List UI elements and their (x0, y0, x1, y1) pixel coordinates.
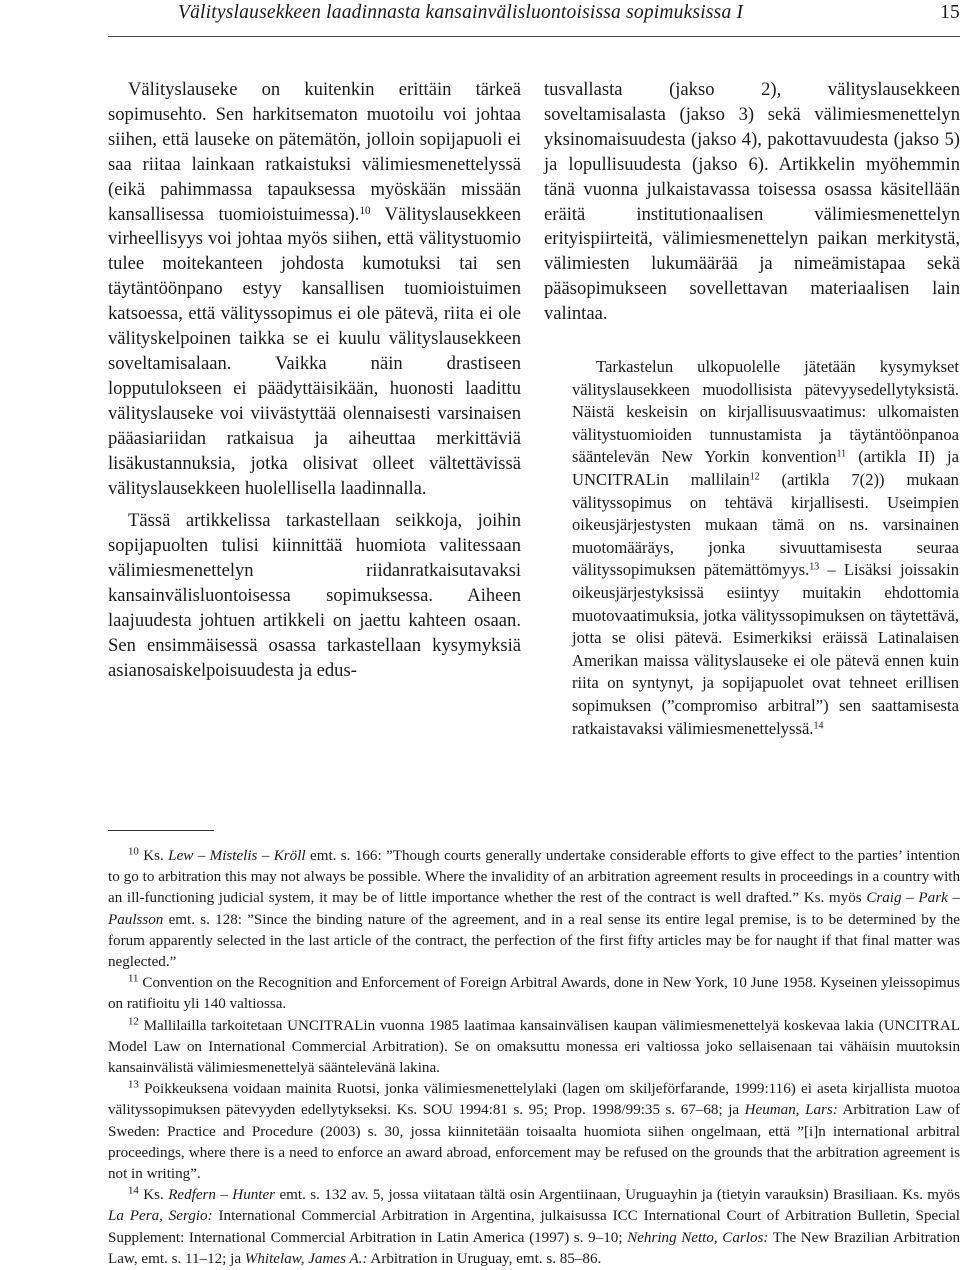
aside-paragraph: Tarkastelun ulkopuolelle jätetään kysymykset välityslausekkeen muodollisista pätevyysedellytyksistä. Näistä keskeisin on kirjallisuusvaatimus: ulkomaisten välitystuomioiden tunnustamista ja täytäntöönpanoa sääntelevän New Yorkin konvention$^{11}$ (artikla II) ja UNCITRALin mallilain$^{12}$ (artikla 7(2)) mukaan välityssopimus on tehtävä kirjallisesti. Useimpien oikeusjärjestysten mukaan tämä on ns. varsinainen muotomääräys, jonka sivuuttamisesta seuraa välityssopimuksen pätemättömyys.$^{13}$ – Lisäksi joissakin oikeusjärjestyksissä esiintyy muitakin ehdottomia muotovaatimuksia, jotka välityssopimuksen on täytettävä, jotta se olisi pätevä. Esimerkiksi eräissä Latinalaisen Amerikan maissa välityslauseke ei ole pätevä ennen kuin riita on syntynyt, ja sopijapuolet ovat tehneet erillisen sopimuksen (”compromiso arbitral”) sen saattamisesta ratkaistavaksi välimiesmenettelyssä.$^{14}$ (572, 357, 959, 738)
right-paragraph-1: tusvallasta (jakso 2), välityslausekkeen soveltamisalasta (jakso 3) sekä välimiesmenettelyn yksinomaisuudesta (jakso 4), pakottavuudesta (jakso 5) ja lopullisuudesta (jakso 6). Artikkelin myöhemmin tänä vuonna julkaistavassa toisessa osassa käsitellään eräitä institutionaalisen välimiesmenettelyn erityispiirteitä, välimiesmenettelyn paikan merkitystä, välimiesten lukumäärää ja nimeämistapaa sekä pääsopimukseen sovellettavan materiaalisen lain valintaa. (544, 79, 960, 325)
left-paragraph-1: Välityslauseke on kuitenkin erittäin tärkeä sopimusehto. Sen harkitsematon muotoilu voi johtaa siihen, että lauseke on pätemätön, jolloin sopijapuoli ei saa riitaa lainkaan ratkaistuksi välimiesmenettelyssä (eikä pahimmassa tapauksessa myöskään missään kansallisessa tuomioistuimessa).$^{10}$ Välityslausekkeen virheellisyys voi johtaa myös siihen, että välitystuomio tulee moitekanteen johdosta kumotuksi tai sen täytäntöönpano estyy kansallisen tuomioistuimen katsoessa, että välityssopimus ei ole pätevä, riita ei ole välityskelpoinen taikka se ei kuulu välityslausekkeen soveltamisalaan. Vaikka näin drastiseen lopputulokseen ei päädyttäisikään, huonosti laadittu välityslauseke voi viivästyttää olennaisesti varsinaisen pääasiariidan ratkaisua ja aiheuttaa merkittäviä lisäkustannuksia, jotka olisivat olleet vältettävissä välityslausekkeen huolellisella laadinnalla. (108, 79, 521, 499)
left-paragraph-2: Tässä artikkelissa tarkastellaan seikkoja, joihin sopijapuolten tulisi kiinnittää huomiota valitessaan välimiesmenettelyn riidanratkaisutavaksi kansainvälisluontoisessa sopimuksessa. Aiheen laajuudesta johtuen artikkeli on jaettu kahteen osaan. Sen ensimmäisessä osassa tarkastellaan kysymyksiä asianosaiskelpoisuudesta ja edus- (108, 510, 521, 681)
footnotes (108, 846, 960, 1270)
footnote-ref-14[interactable]: 14 (813, 720, 824, 732)
footnote-11: $^{11}$ Convention on the Recognition and Enforcement of Foreign Arbitral Awards, done in New York, 10 June 1958. Kyseinen yleissopimus on ratifioitu yli 140 valtiossa. (108, 972, 960, 1013)
left-column (108, 78, 521, 684)
footnote-14: $^{14}$ Ks. Redfern – Hunter emt. s. 132 av. 5, jossa viitataan tältä osin Argentiinaan, Uruguayhin ja (tietyin varauksin) Brasiliaan. Ks. myös La Pera, Sergio: International Commercial Arbitration in Argentina, julkaisussa ICC International Court of Arbitration Bulletin, Special Supplement: International Commercial Arbitration in Latin America (1997) s. 9–10; Nehring Netto, Carlos: The New Brazilian Arbitration Law, emt. s. 11–12; ja Whitelaw, James A.: Arbitration in Uruguay, emt. s. 85–86. (108, 1184, 960, 1267)
running-header (108, 2, 960, 36)
footnote-separator (108, 830, 214, 831)
footnote-ref-11[interactable]: 11 (836, 448, 847, 460)
right-column (544, 78, 960, 327)
footnote-10: $^{10}$ Ks. Lew – Mistelis – Kröll emt. s. 166: ”Though courts generally undertake considerable efforts to give effect to the parties’ intention to go to arbitration this may not always be possible. Where the invalidity of an arbitration agreement results in proceedings in a country with an ill-functioning judicial system, it may be of little importance whether the rest of the contract is well drafted.” Ks. myös Craig – Park – Paulsson emt. s. 128: ”Since the binding nature of the agreement, and in a real sense its entire legal premise, is to be determined by the forum apparently selected in the last article of the contract, the perfection of the first fifty articles may be for naught if that final matter was neglected.” (108, 845, 960, 971)
running-title: Välityslausekkeen laadinnasta kansainvälisluontoisissa sopimuksissa I (178, 2, 744, 23)
header-rule (108, 36, 960, 37)
footnote-12: $^{12}$ Mallilailla tarkoitetaan UNCITRALin vuonna 1985 laatimaa kansainvälisen kaupan välimiesmenettelyä koskevaa lakia (UNCITRAL Model Law on International Commercial Arbitration). Se on omaksuttu monessa eri valtiossa joko sellaisenaan tai vähäisin muutoksin kansainvälistä välimiesmenettelyä sääntelevänä lakina. (108, 1015, 960, 1077)
footnote-ref-13[interactable]: 13 (809, 561, 820, 573)
small-print-paragraph (572, 356, 959, 740)
footnote-13: $^{13}$ Poikkeuksena voidaan mainita Ruotsi, jonka välimiesmenettelylaki (lagen om skiljeförfarande, 1999:116) ei aseta kirjallista muotoa välityssopimuksen pätevyyden edellytykseksi. Ks. SOU 1994:81 s. 95; Prop. 1998/99:35 s. 67–68; ja Heuman, Lars: Arbitration Law of Sweden: Practice and Procedure (2003) s. 30, jossa kiinnitetään toisaalta huomiota siihen ongelmaan, että ”[i]n international arbitral proceedings, where there is a need to enforce an award abroad, enforcement may be refused on the grounds that the arbitration agreement is not in writing”. (108, 1078, 960, 1183)
footnote-ref-10[interactable]: 10 (359, 204, 371, 217)
footnote-ref-12[interactable]: 12 (749, 471, 760, 483)
page-number: 15 (940, 2, 960, 23)
